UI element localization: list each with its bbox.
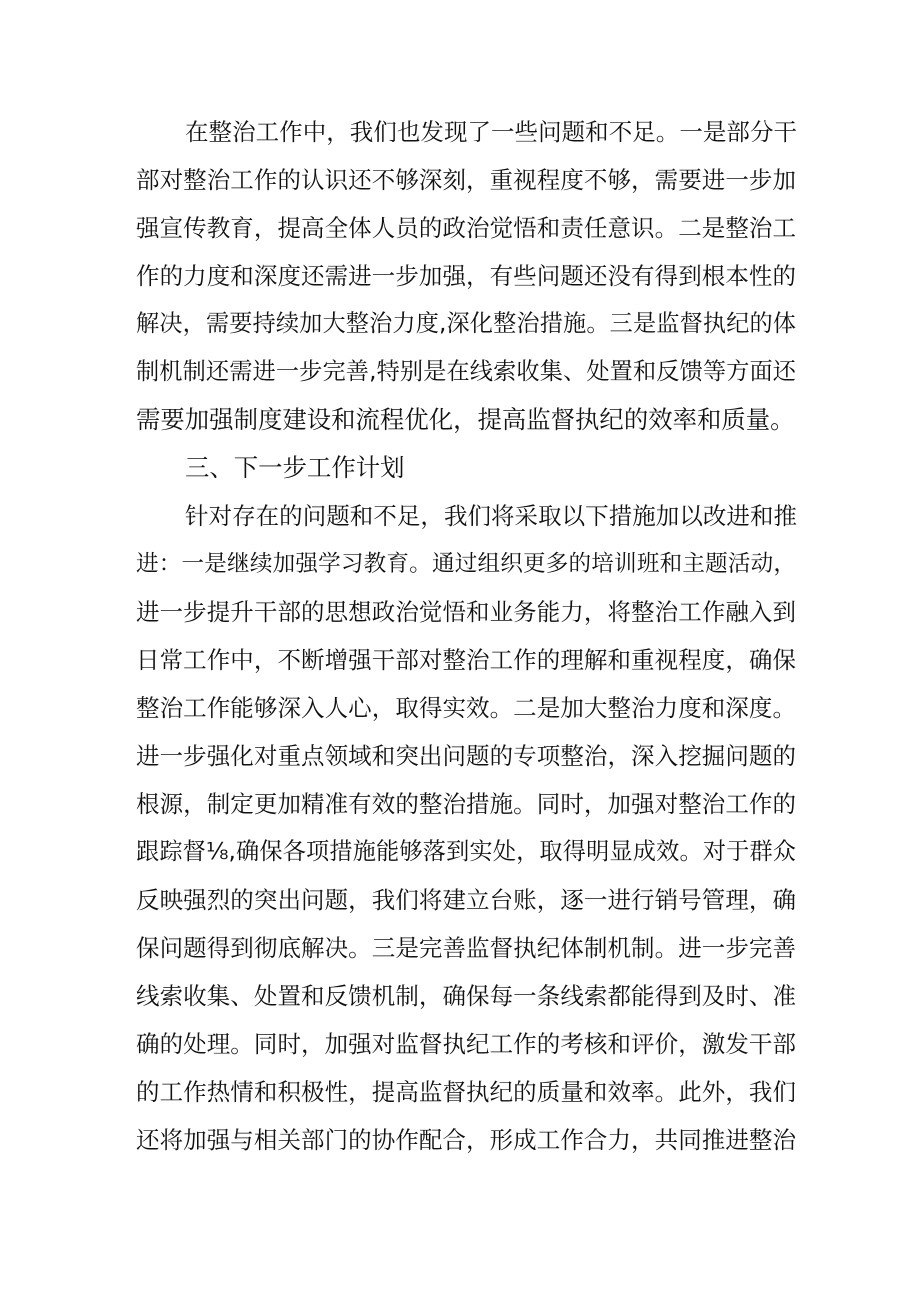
section-heading: 三、下一步工作计划 [185, 453, 405, 482]
paragraph-1-line-1: 在整治工作中，我们也发现了一些问题和不足。一是部分干 [185, 118, 797, 146]
paragraph-2-line-5: 整治工作能够深入人心，取得实效。二是加大整治力度和深度。 [136, 694, 796, 722]
paragraph-2-line-4: 日常工作中，不断增强干部对整治工作的理解和重视程度，确保 [136, 646, 796, 674]
paragraph-2-line-6: 进一步强化对重点领域和突出问题的专项整治，深入挖掘问题的 [136, 742, 796, 770]
paragraph-2-line-3: 进一步提升干部的思想政治觉悟和业务能力，将整治工作融入到 [136, 598, 796, 626]
paragraph-1-line-2: 部对整治工作的认识还不够深刻，重视程度不够，需要进一步加 [136, 166, 796, 194]
paragraph-1-line-7: 需要加强制度建设和流程优化，提高监督执纪的效率和质量。 [136, 405, 795, 434]
paragraph-2-line-8: 跟踪督⅛,确保各项措施能够落到实处，取得明显成效。对于群众 [136, 838, 796, 865]
paragraph-2-line-14: 还将加强与相关部门的协作配合，形成工作合力，共同推进整治 [136, 1126, 796, 1154]
paragraph-2-line-1: 针对存在的问题和不足，我们将采取以下措施加以改进和推 [185, 502, 797, 530]
paragraph-1-line-4: 作的力度和深度还需进一步加强，有些问题还没有得到根本性的 [136, 262, 796, 290]
paragraph-2-line-12: 确的处理。同时，加强对监督执纪工作的考核和评价，激发干部 [136, 1030, 796, 1058]
paragraph-2-line-13: 的工作热情和积极性，提高监督执纪的质量和效率。此外，我们 [136, 1078, 796, 1106]
paragraph-1-line-3: 强宣传教育，提高全体人员的政治觉悟和责任意识。二是整治工 [136, 214, 796, 242]
paragraph-2-line-7: 根源，制定更加精准有效的整治措施。同时，加强对整治工作的 [136, 790, 796, 818]
paragraph-2-line-11: 线索收集、处置和反馈机制，确保每一条线索都能得到及时、准 [136, 982, 796, 1010]
paragraph-1-line-6: 制机制还需进一步完善,特别是在线索收集、处置和反馈等方面还 [136, 358, 796, 385]
paragraph-1-line-5: 解决，需要持续加大整治力度,深化整治措施。三是监督执纪的体 [136, 310, 796, 337]
paragraph-2-line-10: 保问题得到彻底解决。三是完善监督执纪体制机制。进一步完善 [136, 934, 796, 962]
paragraph-2-line-9: 反映强烈的突出问题，我们将建立台账，逐一进行销号管理，确 [136, 886, 796, 914]
paragraph-2-line-2: 进：一是继续加强学习教育。通过组织更多的培训班和主题活动， [136, 551, 796, 577]
